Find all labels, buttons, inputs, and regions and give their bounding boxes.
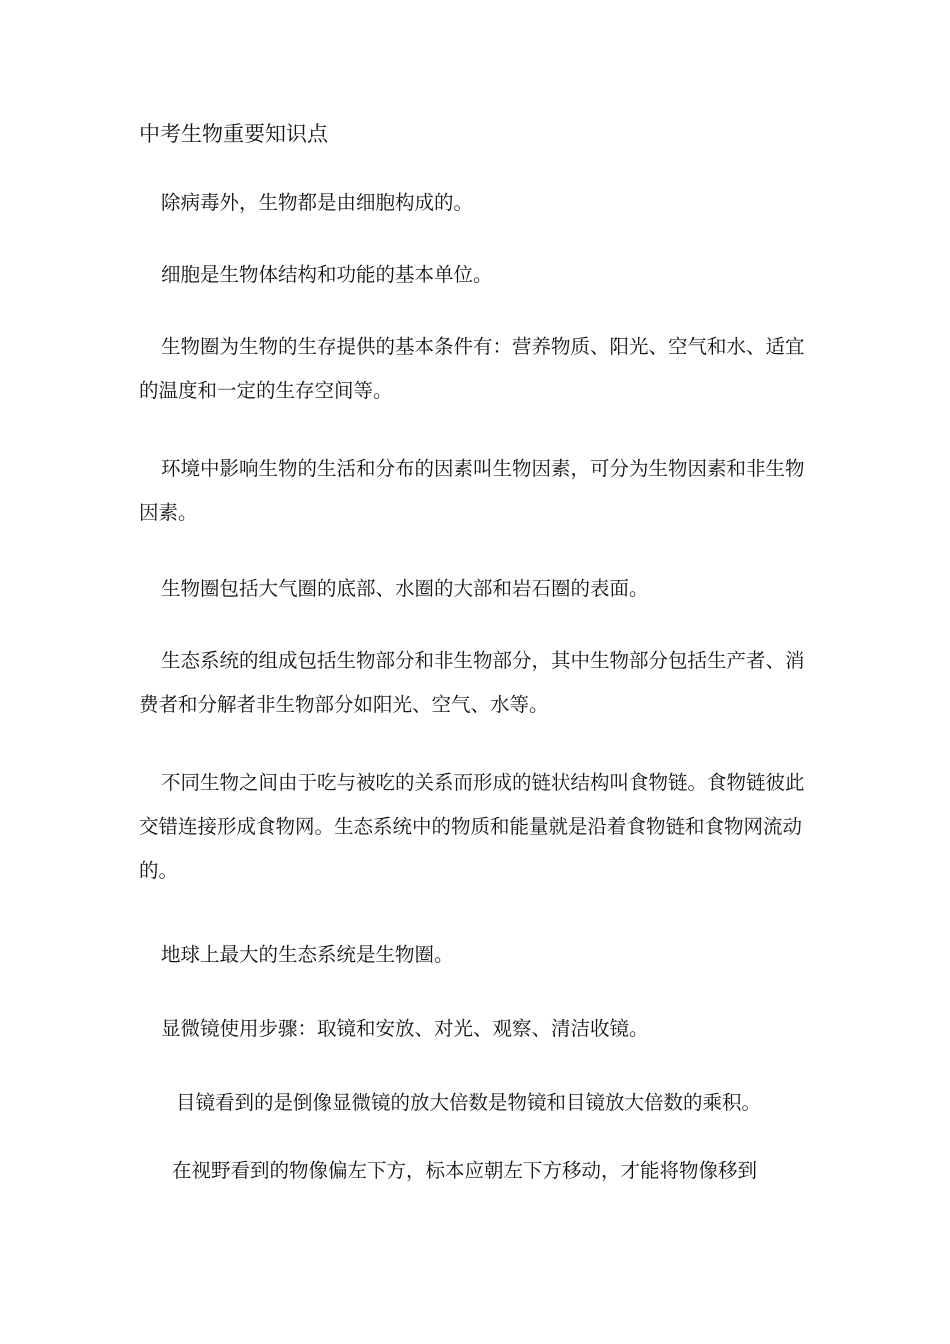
paragraph-3: 生物圈为生物的生存提供的基本条件有：营养物质、阳光、空气和水、适宜的温度和一定的生存空间等。 xyxy=(139,335,805,402)
paragraph-4: 环境中影响生物的生活和分布的因素叫生物因素，可分为生物因素和非生物因素。 xyxy=(139,457,805,524)
paragraph-11: 在视野看到的物像偏左下方，标本应朝左下方移动，才能将物像移到 xyxy=(172,1159,758,1182)
paragraph-8: 地球上最大的生态系统是生物圈。 xyxy=(161,943,454,966)
paragraph-2: 细胞是生物体结构和功能的基本单位。 xyxy=(161,263,493,286)
paragraph-9: 显微镜使用步骤：取镜和安放、对光、观察、清洁收镜。 xyxy=(161,1017,649,1040)
paragraph-7: 不同生物之间由于吃与被吃的关系而形成的链状结构叫食物链。食物链彼此交错连接形成食物网。生态系统中的物质和能量就是沿着食物链和食物网流动的。 xyxy=(139,771,805,882)
paragraph-10: 目镜看到的是倒像显微镜的放大倍数是物镜和目镜放大倍数的乘积。 xyxy=(176,1091,762,1114)
document-title: 中考生物重要知识点 xyxy=(139,122,328,146)
paragraph-6: 生态系统的组成包括生物部分和非生物部分，其中生物部分包括生产者、消费者和分解者非生物部分如阳光、空气、水等。 xyxy=(139,649,805,716)
paragraph-1: 除病毒外，生物都是由细胞构成的。 xyxy=(161,191,474,214)
paragraph-5: 生物圈包括大气圈的底部、水圈的大部和岩石圈的表面。 xyxy=(161,577,649,600)
